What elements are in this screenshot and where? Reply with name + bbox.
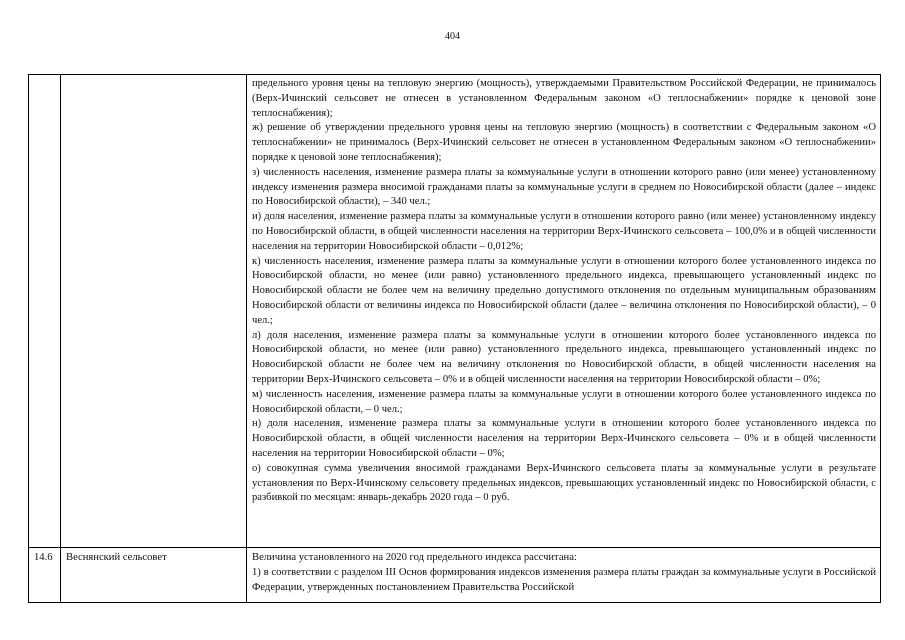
description-cell bbox=[247, 548, 881, 603]
municipal-index-table bbox=[28, 74, 881, 603]
paragraph: о) совокупная сумма увеличения вносимой гражданами Верх-Ичинского сельсовета платы за коммунальные услуги в результате установления по Верх-Ичинскому сельсовету предельных индексов, превышающих установленный индекс по Новосибирской области, с разбивкой по месяцам: январь-декабрь 2020 года – 0 руб. bbox=[252, 462, 876, 504]
description-cell bbox=[247, 75, 881, 548]
paragraph: н) доля населения, изменение размера платы за коммунальные услуги в отношении которого более установленного индекса по Новосибирской области, в общей численности населения на территории Верх-Ичинского сельсовета – 0% и в общей численности населения на территории Новосибирской области – 0%; bbox=[252, 418, 876, 459]
municipality-name-cell: Веснянский сельсовет bbox=[61, 548, 247, 603]
table-row bbox=[29, 548, 881, 603]
paragraph: к) численность населения, изменение размера платы за коммунальные услуги в отношении которого более установленного индекса по Новосибирской области, но менее (или равно) установленного предельного индекса, превышающего установленный индекс по Новосибирской области не более чем на величину предельно допустимого отклонения по отдельным муниципальным образованиям Новосибирской области от величины индекса по Новосибирской области (далее – величина отклонения по Новосибирской области), – 0 чел.; bbox=[252, 255, 876, 326]
paragraph: 1) в соответствии с разделом III Основ формирования индексов изменения размера платы граждан за коммунальные услуги в Российской Федерации, утвержденных постановлением Правительства Российской bbox=[252, 566, 876, 593]
page-number: 404 bbox=[445, 31, 460, 42]
row-number-cell bbox=[29, 75, 61, 548]
paragraph: л) доля населения, изменение размера платы за коммунальные услуги в отношении которого более установленного индекса по Новосибирской области, но менее (или равно) установленного предельного индекса, превышающего установленный индекс по Новосибирской области не более чем на величину отклонения по Новосибирской области, в общей численности населения на территории Верх-Ичинского сельсовета – 0% и в общей численности населения на территории Новосибирской области – 0%; bbox=[252, 329, 876, 385]
paragraph: предельного уровня цены на тепловую энергию (мощность), утверждаемыми Правительством Российской Федерации, не принималось (Верх-Ичинский сельсовет не отнесен в установленном Федеральным законом «О теплоснабжении» порядке к ценовой зоне теплоснабжения); bbox=[252, 78, 876, 119]
paragraph: и) доля населения, изменение размера платы за коммунальные услуги в отношении которого равно (или менее) установленному индексу по Новосибирской области, в общей численности населения на территории Верх-Ичинского сельсовета – 100,0% и в общей численности населения на территории Новосибирской области – 0,012%; bbox=[252, 211, 876, 252]
paragraph: з) численность населения, изменение размера платы за коммунальные услуги в отношении которого равно (или менее) установленному индексу изменения размера вносимой гражданами платы за коммунальные услуги в среднем по Новосибирской области (далее – индекс по Новосибирской области), – 340 чел.; bbox=[252, 166, 876, 208]
paragraph: Величина установленного на 2020 год предельного индекса рассчитана: bbox=[252, 552, 577, 563]
table-row bbox=[29, 75, 881, 548]
row-number-cell: 14.6 bbox=[29, 548, 61, 603]
paragraph: м) численность населения, изменение размера платы за коммунальные услуги в отношении которого более установленного индекса по Новосибирской области, – 0 чел.; bbox=[252, 388, 876, 415]
paragraph: ж) решение об утверждении предельного уровня цены на тепловую энергию (мощность) в соответствии с Федеральным законом «О теплоснабжении» не принималось (Верх-Ичинский сельсовет не отнесен в установленном Федеральным законом «О теплоснабжении» порядке к ценовой зоне теплоснабжения); bbox=[252, 122, 876, 163]
municipality-name-cell bbox=[61, 75, 247, 548]
